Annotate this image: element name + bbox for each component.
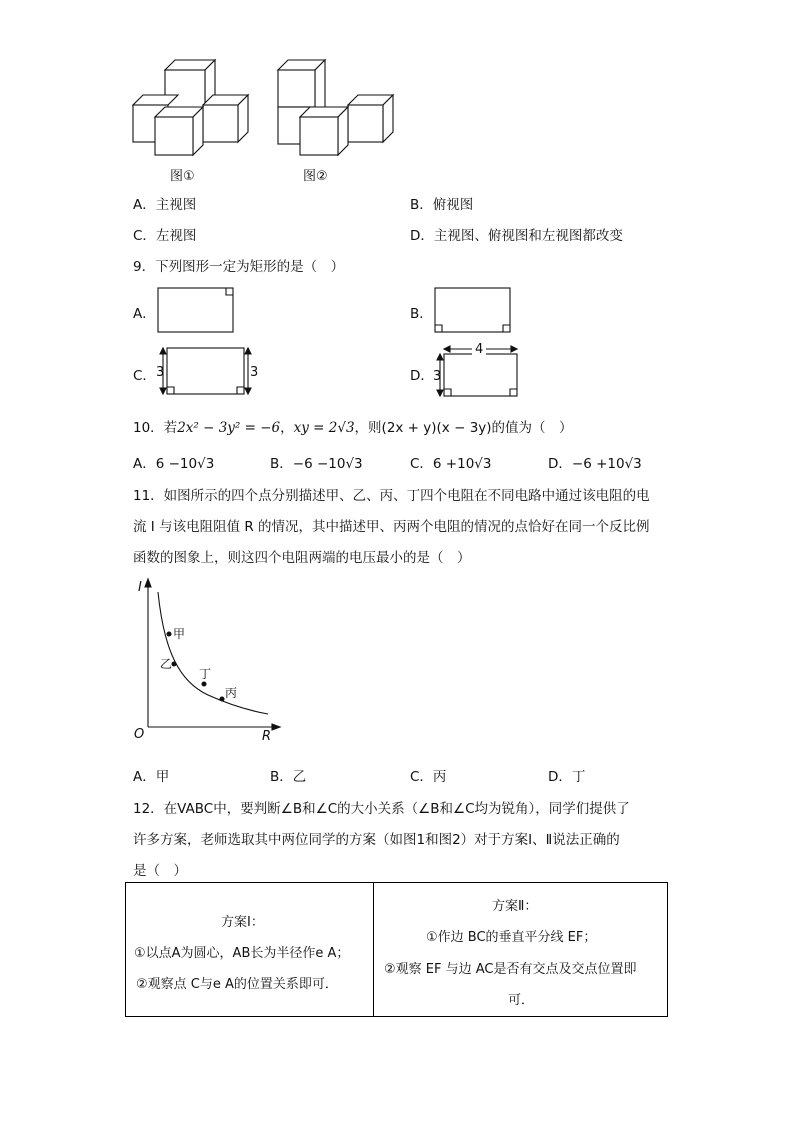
q9-option-d[interactable]: D．: [410, 368, 434, 384]
q8-option-b[interactable]: B．俯视图: [410, 197, 474, 213]
q11-option-d[interactable]: D．丁: [548, 769, 586, 785]
q12-stem-line-2: 许多方案，老师选取其中两位同学的方案（如图1和图2）对于方案Ⅰ、Ⅱ说法正确的: [133, 832, 620, 848]
point-ding: [202, 682, 206, 686]
q9-stem: 9．下列图形一定为矩形的是（ ）: [133, 259, 345, 275]
point-jia-label: 甲: [173, 627, 186, 641]
q12-stem-line-3: 是（ ）: [133, 863, 187, 879]
q10-option-c[interactable]: C．6 +10√3: [410, 456, 492, 472]
q11-option-c[interactable]: C．丙: [410, 769, 447, 785]
q11-stem-line-1: 11．如图所示的四个点分别描述甲、乙、丙、丁四个电阻在不同电路中通过该电阻的电: [133, 488, 650, 504]
q10-stem: [133, 416, 573, 436]
q10-separator: ，: [280, 420, 294, 436]
origin-label: O: [134, 727, 145, 742]
figure-1-caption: 图①: [170, 169, 195, 184]
q9-figure-b: [432, 285, 517, 337]
q9-figure-d: [432, 338, 527, 400]
q9-figure-a: [155, 285, 240, 337]
scheme-2-step-2: ②观察 EF 与边 AC是否有交点及交点位置即: [384, 962, 637, 977]
q9-option-b[interactable]: B．: [410, 306, 433, 322]
q11-resistance-graph: [128, 577, 288, 747]
scheme-1-step-2: ②观察点 C与e A的位置关系即可．: [136, 977, 338, 992]
figure-1-cubes: [133, 60, 248, 155]
q10-condition-2: xy = 2√3: [293, 420, 355, 436]
q10-stem-prefix: 10．若: [133, 420, 178, 436]
q9-option-c[interactable]: C．: [133, 368, 156, 384]
q11-option-a[interactable]: A．甲: [133, 769, 170, 785]
q11-stem-line-3: 函数的图象上，则这四个电阻两端的电压最小的是（ ）: [133, 550, 471, 566]
scheme-2-title: 方案Ⅱ：: [492, 899, 538, 914]
point-ding-label: 丁: [199, 667, 212, 681]
point-yi: [172, 662, 176, 666]
c-left-length: 3: [156, 365, 165, 380]
d-top-length: 4: [475, 342, 484, 357]
q10-stem-suffix: ，则(2x + y)(x − 3y)的值为（ ）: [354, 420, 573, 436]
x-axis-label: R: [262, 729, 272, 744]
q8-option-a[interactable]: A．主视图: [133, 197, 197, 213]
point-bing: [220, 697, 224, 701]
y-axis-label: I: [138, 580, 142, 595]
q8-cube-figures: [125, 55, 415, 185]
q10-option-d[interactable]: D．−6 +10√3: [548, 456, 642, 472]
q9-figure-c: [155, 345, 260, 397]
q8-option-c[interactable]: C．左视图: [133, 228, 197, 244]
inverse-proportion-curve: [158, 592, 268, 714]
scheme-1-title: 方案Ⅰ：: [221, 915, 264, 930]
figure-2-caption: 图②: [303, 169, 328, 184]
c-right-length: 3: [250, 365, 259, 380]
q12-stem-line-1: 12．在VABC中，要判断∠B和∠C的大小关系（∠B和∠C均为锐角），同学们提供了: [133, 801, 630, 817]
scheme-2-step-3: 可．: [508, 993, 535, 1008]
point-jia: [167, 632, 171, 636]
q11-option-b[interactable]: B．乙: [270, 769, 307, 785]
q12-scheme-table: [125, 882, 668, 1017]
q10-option-b[interactable]: B．−6 −10√3: [270, 456, 363, 472]
q10-condition-1: 2x² − 3y² = −6: [177, 420, 281, 436]
q9-option-a[interactable]: A．: [133, 306, 156, 322]
q8-option-d[interactable]: D．主视图、俯视图和左视图都改变: [410, 228, 623, 244]
q11-stem-line-2: 流 I 与该电阻阻值 R 的情况，其中描述甲、丙两个电阻的情况的点恰好在同一个反比例: [133, 519, 650, 535]
figure-2-cubes: [278, 60, 393, 155]
point-bing-label: 丙: [225, 686, 238, 700]
point-yi-label: 乙: [160, 657, 173, 671]
q10-option-a[interactable]: A．6 −10√3: [133, 456, 215, 472]
scheme-1-step-1: ①以点A为圆心，AB长为半径作e A；: [134, 946, 350, 961]
scheme-table-divider: [373, 883, 374, 1016]
scheme-2-step-1: ①作边 BC的垂直平分线 EF；: [426, 930, 597, 945]
d-left-length: 3: [433, 369, 442, 384]
